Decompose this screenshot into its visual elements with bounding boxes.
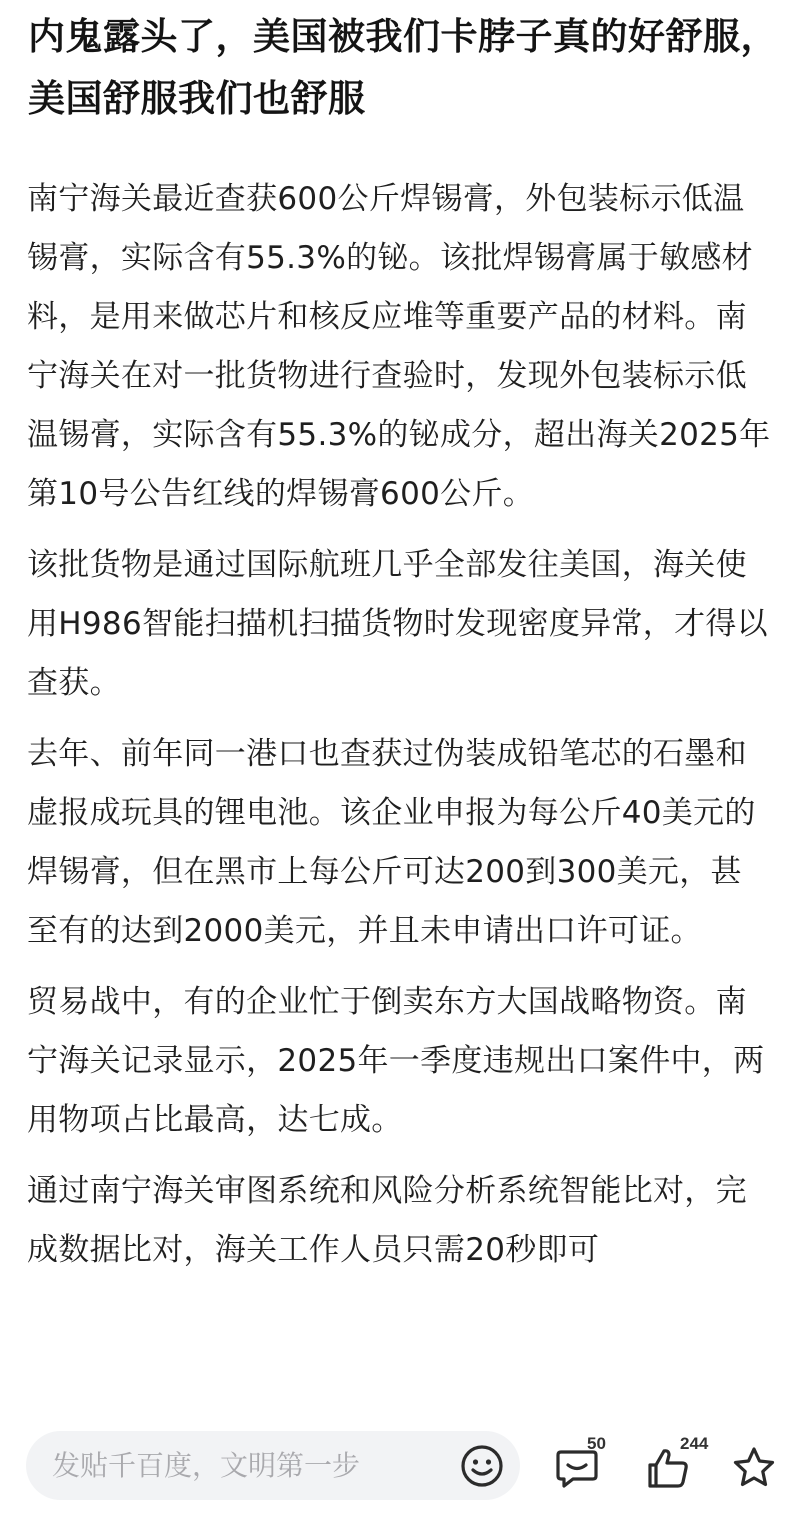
smiley-face-icon[interactable]: [460, 1444, 504, 1488]
post-title: 内鬼露头了，美国被我们卡脖子真的好舒服，美国舒服我们也舒服: [28, 15, 778, 120]
like-count: 244: [680, 1434, 709, 1453]
post-paragraph: 贸易战中，有的企业忙于倒卖东方大国战略物资。南宁海关记录显示，2025年一季度违规出口案件中，两用物项占比最高，达七成。: [27, 984, 765, 1138]
comment-count: 50: [587, 1434, 606, 1453]
post-paragraph: 该批货物是通过国际航班几乎全部发往美国，海关使用H986智能扫描机扫描货物时发现密度异常，才得以查获。: [27, 547, 768, 701]
favorite-button[interactable]: [730, 1438, 786, 1494]
post-paragraph: 南宁海关最近查获600公斤焊锡膏，外包装标示低温锡膏，实际含有55.3%的铋。该批焊锡膏属于敏感材料，是用来做芯片和核反应堆等重要产品的材料。南宁海关在对一批货物进行查验时，发现外包装标示低温锡膏，实际含有55.3%的铋成分，超出海关2025年第10号公告红线的焊锡膏600公斤。: [27, 181, 771, 512]
comment-input[interactable]: [50, 1448, 454, 1483]
like-button[interactable]: [644, 1434, 709, 1494]
post-body: [27, 170, 772, 1292]
comment-button[interactable]: [553, 1434, 609, 1494]
post-paragraph: 通过南宁海关审图系统和风险分析系统智能比对，完成数据比对，海关工作人员只需20秒即可: [27, 1173, 747, 1268]
star-icon: [730, 1444, 778, 1492]
bottom-action-bar: [0, 1412, 800, 1519]
post-paragraph: 去年、前年同一港口也查获过伪装成铅笔芯的石墨和虚报成玩具的锂电池。该企业申报为每公斤40美元的焊锡膏，但在黑市上每公斤可达200到300美元，甚至有的达到2000美元，并且未申请出口许可证。: [27, 736, 756, 949]
comment-box[interactable]: [26, 1431, 520, 1500]
